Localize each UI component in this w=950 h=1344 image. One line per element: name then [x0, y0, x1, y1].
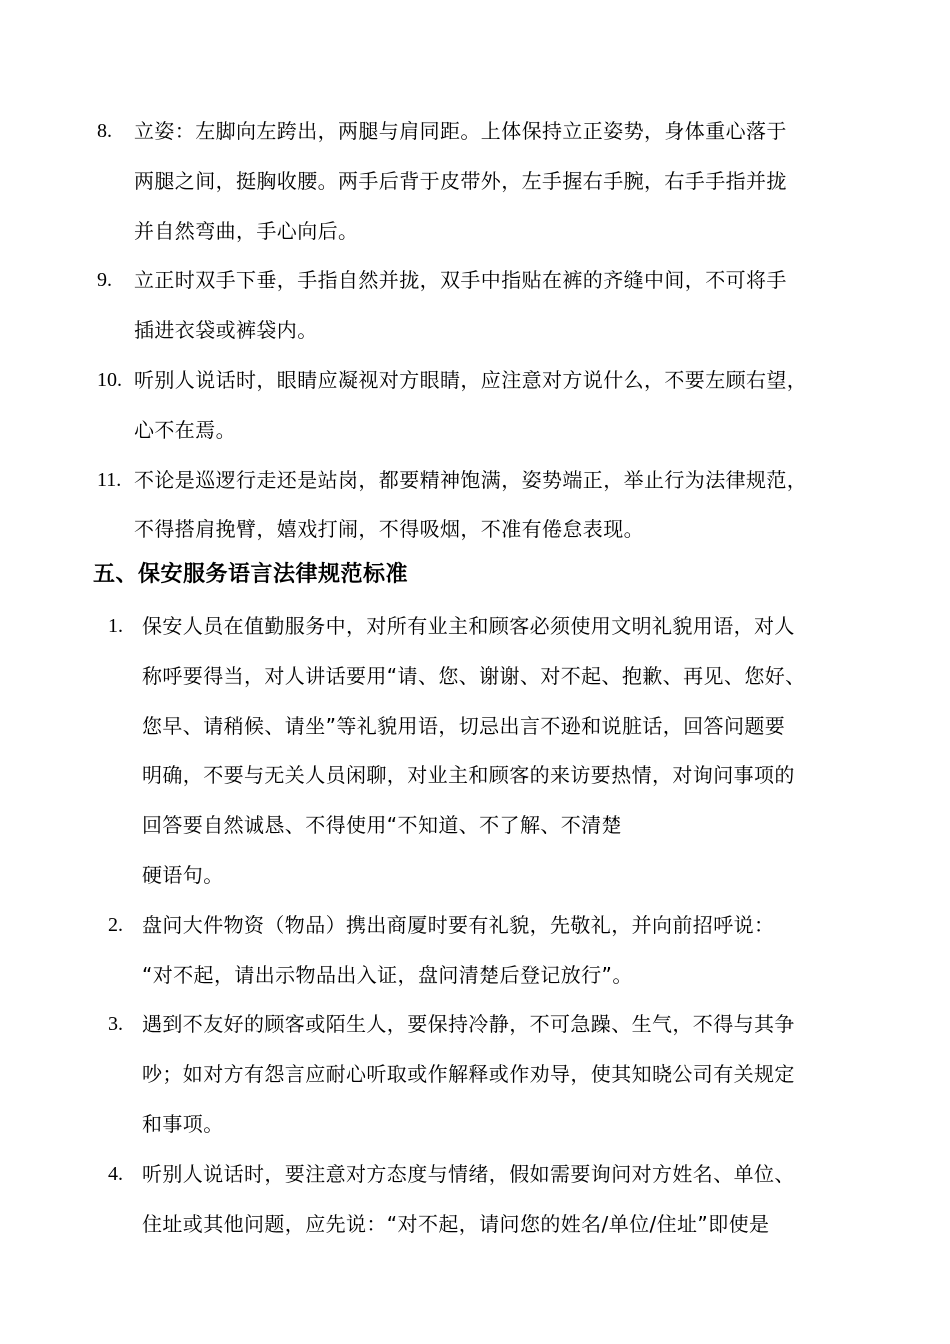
list-item	[103, 1000, 893, 1149]
item-number: 2.	[108, 913, 123, 936]
item-text: 不论是巡逻行走还是站岗，都要精神饱满，姿势端正，举止行为法律规范， 不得搭肩挽臂，嬉戏打闹，不得吸烟，不准有倦怠表现。	[134, 467, 808, 542]
conduct-list	[97, 107, 897, 555]
list-item	[103, 901, 893, 1001]
item-number: 3.	[108, 1013, 123, 1036]
item-number: 8.	[97, 120, 112, 142]
item-text: 保安人员在值勤服务中，对所有业主和顾客必须使用文明礼貌用语，对人 称呼要得当，对人讲话要用“请、您、谢谢、对不起、抱歉、再见、您好、 您早、请稍候、请坐”等礼貌用语，切忌出言不逊和说脏话，回答问题要 明确，不要与无关人员闲聊，对业主和顾客的来访要热情，对询问事项的 回答要自然诚恳、不得使用“不知道、不了解、不清楚 硬语句。	[142, 614, 806, 887]
item-text: 立正时双手下垂，手指自然并拢，双手中指贴在裤的齐缝中间，不可将手 插进衣袋或裤袋内。	[134, 268, 787, 343]
list-item	[97, 456, 897, 556]
list-item	[97, 356, 897, 456]
language-standards-list	[103, 602, 893, 1249]
list-item	[103, 602, 893, 901]
item-number: 4.	[108, 1162, 123, 1185]
item-text: 遇到不友好的顾客或陌生人，要保持冷静，不可急躁、生气，不得与其争 吵；如对方有怨言应耐心听取或作解释或作劝导，使其知晓公司有关规定 和事项。	[142, 1012, 795, 1136]
list-item	[97, 107, 897, 256]
item-number: 10.	[97, 368, 122, 391]
section-heading: 五、保安服务语言法律规范标准	[93, 562, 409, 587]
item-text: 盘问大件物资（物品）携出商厦时要有礼貌，先敬礼，并向前招呼说： “对不起，请出示物品出入证，盘问清楚后登记放行”。	[142, 912, 775, 987]
item-number: 9.	[97, 269, 112, 292]
list-item	[97, 256, 897, 356]
item-text: 立姿：左脚向左跨出，两腿与肩同距。上体保持立正姿势，身体重心落于 两腿之间，挺胸收腰。两手后背于皮带外，左手握右手腕，右手手指并拢 并自然弯曲，手心向后。	[134, 119, 787, 243]
item-text: 听别人说话时，眼睛应凝视对方眼睛，应注意对方说什么，不要左顾右望， 心不在焉。	[134, 367, 808, 442]
item-number: 1.	[108, 615, 123, 637]
list-item	[103, 1150, 893, 1250]
item-number: 11.	[97, 468, 122, 491]
item-text: 听别人说话时，要注意对方态度与情绪，假如需要询问对方姓名、单位、 住址或其他问题，应先说：“对不起，请问您的姓名/单位/住址”即使是	[142, 1161, 795, 1236]
